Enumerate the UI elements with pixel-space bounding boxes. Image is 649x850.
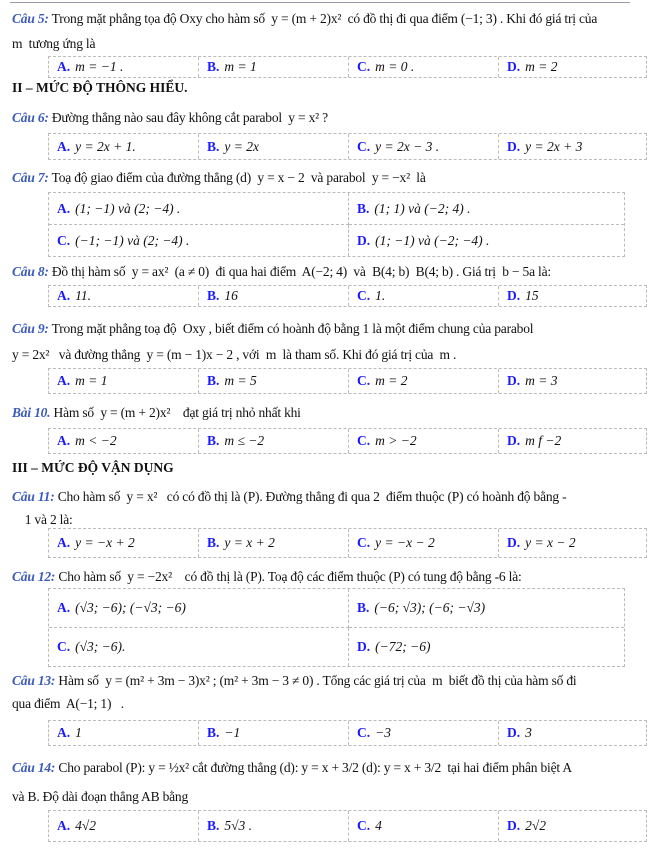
question-label: Câu 14: <box>12 760 56 775</box>
answer-option-d[interactable] <box>499 811 646 841</box>
answer-option-d[interactable] <box>499 429 646 453</box>
option-text: 1 <box>75 725 82 740</box>
section-heading: II – MỨC ĐỘ THÔNG HIỂU. <box>12 80 188 95</box>
answer-option-a[interactable] <box>49 286 199 306</box>
answer-options <box>48 133 647 160</box>
option-text: m = −1 . <box>75 59 124 74</box>
option-text: (−6; √3); (−6; −√3) <box>374 600 486 615</box>
answer-option-d[interactable] <box>499 721 646 745</box>
option-text: y = 2x − 3 . <box>375 138 440 154</box>
answer-option-b[interactable] <box>199 286 349 306</box>
question-text-line <box>12 405 301 421</box>
question-text: Hàm số y = (m + 2)x² đạt giá trị nhỏ nhất khi <box>53 405 301 420</box>
answer-options <box>48 428 647 454</box>
option-letter: D. <box>507 288 521 303</box>
option-letter: C. <box>357 433 371 448</box>
option-letter: A. <box>57 433 71 448</box>
question-text-line <box>12 170 426 186</box>
question-text-line <box>12 673 576 689</box>
question-text-line <box>12 11 597 27</box>
question-text: Trong mặt phẳng tọa độ Oxy cho hàm số y = (m + 2)x² có đồ thị đi qua điểm (−1; 3) . Khi đó giá trị của <box>51 11 598 26</box>
option-letter: A. <box>57 373 71 388</box>
option-text: y = 2x + 3 <box>525 138 583 154</box>
answer-options <box>48 56 647 78</box>
option-letter: C. <box>57 232 71 248</box>
option-text: 4 <box>375 818 382 833</box>
option-text: m = 5 <box>224 373 257 388</box>
option-text: (−1; −1) và (2; −4) . <box>75 232 190 248</box>
answer-option-c[interactable] <box>349 369 499 393</box>
option-letter: D. <box>507 138 521 154</box>
option-letter: B. <box>207 725 220 740</box>
option-letter: C. <box>357 535 371 550</box>
answer-option-d[interactable] <box>499 286 646 306</box>
question-text-line <box>12 347 456 363</box>
question-text-line <box>12 489 566 505</box>
option-text: −3 <box>375 725 391 740</box>
option-text: m = 3 <box>525 373 558 388</box>
question-text-line <box>12 569 522 585</box>
option-letter: D. <box>507 535 521 550</box>
option-letter: B. <box>357 600 370 615</box>
option-text: 4√2 <box>75 818 97 833</box>
option-text: −1 <box>224 725 241 740</box>
option-letter: A. <box>57 200 71 216</box>
option-text: y = −x − 2 <box>375 535 435 550</box>
option-text: m = 1 <box>224 59 257 74</box>
option-text: 1. <box>375 288 386 303</box>
answer-option-a[interactable] <box>49 721 199 745</box>
option-letter: B. <box>357 200 370 216</box>
option-text: (√3; −6). <box>75 639 126 654</box>
answer-option-c[interactable] <box>349 721 499 745</box>
option-text: y = 2x + 1. <box>75 138 136 154</box>
option-letter: C. <box>357 288 371 303</box>
option-text: 11. <box>75 288 91 303</box>
question-text: và B. Độ dài đoạn thẳng AB bằng <box>12 789 189 804</box>
option-text: m = 2 <box>375 373 408 388</box>
option-text: 5√3 . <box>224 818 253 833</box>
option-letter: C. <box>57 639 71 654</box>
option-letter: A. <box>57 600 71 615</box>
question-text: Trong mặt phẳng toạ độ Oxy , biết điểm có hoành độ bằng 1 là một điểm chung của parabol <box>51 321 534 336</box>
option-letter: B. <box>207 373 220 388</box>
page-top-border <box>10 0 630 3</box>
answer-options <box>48 720 647 746</box>
option-letter: A. <box>57 818 71 833</box>
option-text: 3 <box>525 725 532 740</box>
option-letter: C. <box>357 138 371 154</box>
option-text: m f −2 <box>525 433 562 448</box>
question-text-line <box>12 512 73 528</box>
option-letter: B. <box>207 138 220 154</box>
question-text: y = 2x² và đường thẳng y = (m − 1)x − 2 , với m là tham số. Khi đó giá trị của m . <box>12 347 457 362</box>
option-letter: D. <box>507 818 521 833</box>
answer-option-b[interactable] <box>349 193 624 225</box>
answer-option-b[interactable] <box>199 369 349 393</box>
question-text: Cho parabol (P): y = ½x² cắt đường thẳng (d): y = x + 3/2 (d): y = x + 3/2 tại hai điểm phân biệt A <box>58 760 572 775</box>
answer-option-a[interactable] <box>49 589 349 628</box>
option-letter: B. <box>207 433 220 448</box>
question-text-line <box>12 760 572 776</box>
option-text: y = 2x <box>224 138 259 154</box>
answer-option-a[interactable] <box>49 811 199 841</box>
question-text: m tương ứng là <box>12 36 96 51</box>
question-label: Câu 8: <box>12 264 49 279</box>
option-text: m < −2 <box>75 433 117 448</box>
option-text: 2√2 <box>525 818 547 833</box>
option-letter: A. <box>57 59 71 74</box>
question-text: Cho hàm số y = −2x² có đồ thị là (P). Toạ độ các điểm thuộc (P) có tung độ bằng -6 là: <box>58 569 522 584</box>
answer-option-b[interactable] <box>199 134 349 159</box>
option-letter: B. <box>207 288 220 303</box>
option-letter: D. <box>357 639 371 654</box>
option-letter: C. <box>357 725 371 740</box>
option-letter: A. <box>57 725 71 740</box>
answer-option-c[interactable] <box>49 225 349 256</box>
option-text: 16 <box>224 288 238 303</box>
option-text: (√3; −6); (−√3; −6) <box>75 600 186 615</box>
answer-option-c[interactable] <box>349 286 499 306</box>
question-text: qua điểm A(−1; 1) . <box>12 696 124 711</box>
answer-option-b[interactable] <box>199 721 349 745</box>
answer-option-a[interactable] <box>49 193 349 225</box>
question-text-line <box>12 264 551 280</box>
option-text: (−72; −6) <box>375 639 431 654</box>
answer-option-b[interactable] <box>349 589 624 628</box>
question-text: Đồ thị hàm số y = ax² (a ≠ 0) đi qua hai điểm A(−2; 4) và B(4; b) B(4; b) . Giá trị b − 5a là: <box>51 264 551 279</box>
option-text: (1; −1) và (−2; −4) . <box>375 232 490 248</box>
question-text: Cho hàm số y = x² có có đồ thị là (P). Đường thẳng đi qua 2 điểm thuộc (P) có hoành độ bằng - <box>57 489 567 504</box>
option-text: m = 1 <box>75 373 108 388</box>
option-text: (1; −1) và (2; −4) . <box>75 200 181 216</box>
answer-options <box>48 528 647 558</box>
question-text-line <box>12 110 328 126</box>
option-letter: A. <box>57 535 71 550</box>
option-text: m ≤ −2 <box>224 433 265 448</box>
answer-option-c[interactable] <box>349 134 499 159</box>
answer-option-b[interactable] <box>199 811 349 841</box>
answer-option-a[interactable] <box>49 57 199 77</box>
answer-option-c[interactable] <box>49 628 349 666</box>
question-label: Câu 6: <box>12 110 49 125</box>
option-letter: D. <box>507 373 521 388</box>
answer-option-b[interactable] <box>199 529 349 557</box>
answer-options <box>48 810 647 842</box>
answer-option-a[interactable] <box>49 529 199 557</box>
option-letter: B. <box>207 59 220 74</box>
answer-options <box>48 368 647 394</box>
option-letter: D. <box>507 725 521 740</box>
answer-option-d[interactable] <box>499 529 646 557</box>
option-text: m = 0 . <box>375 59 415 74</box>
answer-options <box>48 192 625 257</box>
option-letter: C. <box>357 59 371 74</box>
question-text-line <box>12 321 533 337</box>
question-text: 1 và 2 là: <box>12 512 73 527</box>
answer-option-b[interactable] <box>199 57 349 77</box>
option-text: m = 2 <box>525 59 558 74</box>
answer-option-b[interactable] <box>199 429 349 453</box>
option-letter: D. <box>507 59 521 74</box>
answer-option-c[interactable] <box>349 429 499 453</box>
question-text-line <box>12 36 95 52</box>
question-label: Câu 5: <box>12 11 49 26</box>
answer-option-c[interactable] <box>349 529 499 557</box>
option-text: y = x − 2 <box>525 535 576 550</box>
answer-option-d[interactable] <box>349 225 624 256</box>
option-letter: B. <box>207 535 220 550</box>
section-heading: III – MỨC ĐỘ VẬN DỤNG <box>12 460 174 475</box>
question-label: Câu 9: <box>12 321 49 336</box>
option-letter: D. <box>507 433 521 448</box>
question-text: Hàm số y = (m² + 3m − 3)x² ; (m² + 3m − 3 ≠ 0) . Tổng các giá trị của m biết đồ thị của hàm số đi <box>58 673 577 688</box>
option-text: 15 <box>525 288 539 303</box>
option-letter: B. <box>207 818 220 833</box>
option-text: y = x + 2 <box>224 535 275 550</box>
question-text-line <box>12 789 188 805</box>
answer-option-d[interactable] <box>349 628 624 666</box>
option-letter: C. <box>357 818 371 833</box>
answer-option-d[interactable] <box>499 134 646 159</box>
question-label: Câu 7: <box>12 170 49 185</box>
question-text: Đường thẳng nào sau đây không cắt parabol y = x² ? <box>51 110 328 125</box>
answer-option-a[interactable] <box>49 134 199 159</box>
option-text: m > −2 <box>375 433 417 448</box>
option-letter: A. <box>57 288 71 303</box>
answer-options <box>48 588 625 667</box>
option-text: (1; 1) và (−2; 4) . <box>374 200 471 216</box>
answer-option-a[interactable] <box>49 429 199 453</box>
option-text: y = −x + 2 <box>75 535 135 550</box>
answer-option-d[interactable] <box>499 369 646 393</box>
answer-options <box>48 285 647 307</box>
option-letter: C. <box>357 373 371 388</box>
question-label: Câu 13: <box>12 673 56 688</box>
answer-option-c[interactable] <box>349 811 499 841</box>
option-letter: A. <box>57 138 71 154</box>
option-letter: D. <box>357 232 371 248</box>
question-label: Câu 12: <box>12 569 56 584</box>
answer-option-c[interactable] <box>349 57 499 77</box>
question-text-line <box>12 696 124 712</box>
question-label: Câu 11: <box>12 489 55 504</box>
question-text: Toạ độ giao điểm của đường thẳng (d) y = x − 2 và parabol y = −x² là <box>51 170 426 185</box>
answer-option-d[interactable] <box>499 57 646 77</box>
answer-option-a[interactable] <box>49 369 199 393</box>
question-label: Bài 10. <box>12 405 51 420</box>
